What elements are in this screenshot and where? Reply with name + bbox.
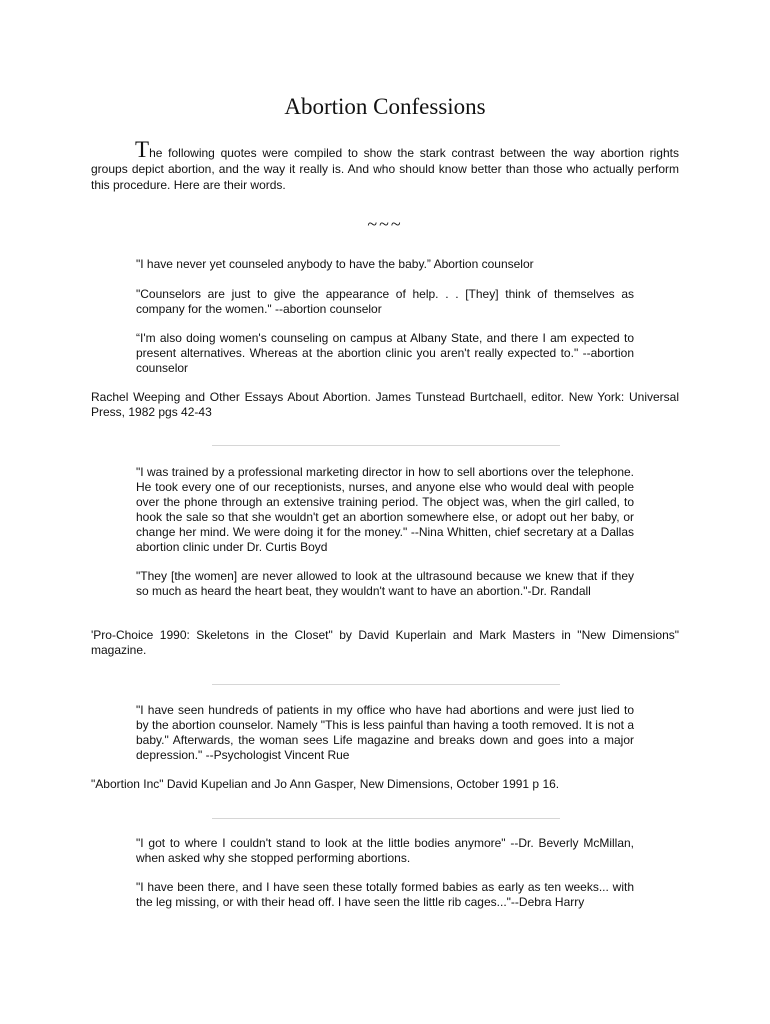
quote-3: “I'm also doing women's counseling on campus at Albany State, and there I am expected to present alternatives. Whereas at the abortion clinic you aren't really expected to." --abortion counselor <box>136 331 634 375</box>
quote-6: "I have seen hundreds of patients in my office who have had abortions and were just lied to by the abortion counselor. Namely "This is less painful than having a tooth removed. It is not a baby." Afterwards, the woman sees Life magazine and breaks down and goes into a major depression." --Psychologist Vincent Rue <box>136 703 634 762</box>
quote-1: "I have never yet counseled anybody to have the baby.” Abortion counselor <box>136 257 534 271</box>
quote-4: "I was trained by a professional marketing director in how to sell abortions over the telephone. He took every one of our receptionists, nurses, and anyone else who would deal with people over the phone through an extensive training period. The object was, when the girl called, to hook the sale so that she wouldn't get an abortion somewhere else, or adopt out her baby, or change her mind. We were doing it for the money." --Nina Whitten, chief secretary at a Dallas abortion clinic under Dr. Curtis Boyd <box>136 465 634 554</box>
separator-line <box>212 445 560 446</box>
quote-5: "They [the women] are never allowed to look at the ultrasound because we knew that if they so much as heard the heart beat, they wouldn't want to have an abortion."-Dr. Randall <box>136 569 634 598</box>
quote-8: "I have been there, and I have seen these totally formed babies as early as ten weeks... with the leg missing, or with their head off. I have seen the little rib cages..."--Debra Harry <box>136 880 634 909</box>
separator-line <box>212 684 560 685</box>
source-citation-2: 'Pro-Choice 1990: Skeletons in the Closet" by David Kuperlain and Mark Masters in "New Dimensions" magazine. <box>91 628 679 657</box>
source-citation-1: Rachel Weeping and Other Essays About Abortion. James Tunstead Burtchaell, editor. New York: Universal Press, 1982 pgs 42-43 <box>91 390 679 419</box>
quote-7: "I got to where I couldn't stand to look at the little bodies anymore" --Dr. Beverly McMillan, when asked why she stopped performing abortions. <box>136 836 634 865</box>
section-divider: ~~~ <box>367 214 403 234</box>
intro-text: he following quotes were compiled to show the stark contrast between the way abortion rights groups depict abortion, and the way it really is. And who should know better than those who actually perform this procedure. Here are their words. <box>91 146 679 192</box>
quote-2: "Counselors are just to give the appearance of help. . . [They] think of themselves as company for the women." --abortion counselor <box>136 287 634 316</box>
intro-paragraph <box>91 137 679 193</box>
document-title: Abortion Confessions <box>284 94 486 119</box>
separator-line <box>212 818 560 819</box>
drop-cap: T <box>135 137 150 162</box>
source-citation-3: "Abortion Inc" David Kupelian and Jo Ann Gasper, New Dimensions, October 1991 p 16. <box>91 777 560 791</box>
